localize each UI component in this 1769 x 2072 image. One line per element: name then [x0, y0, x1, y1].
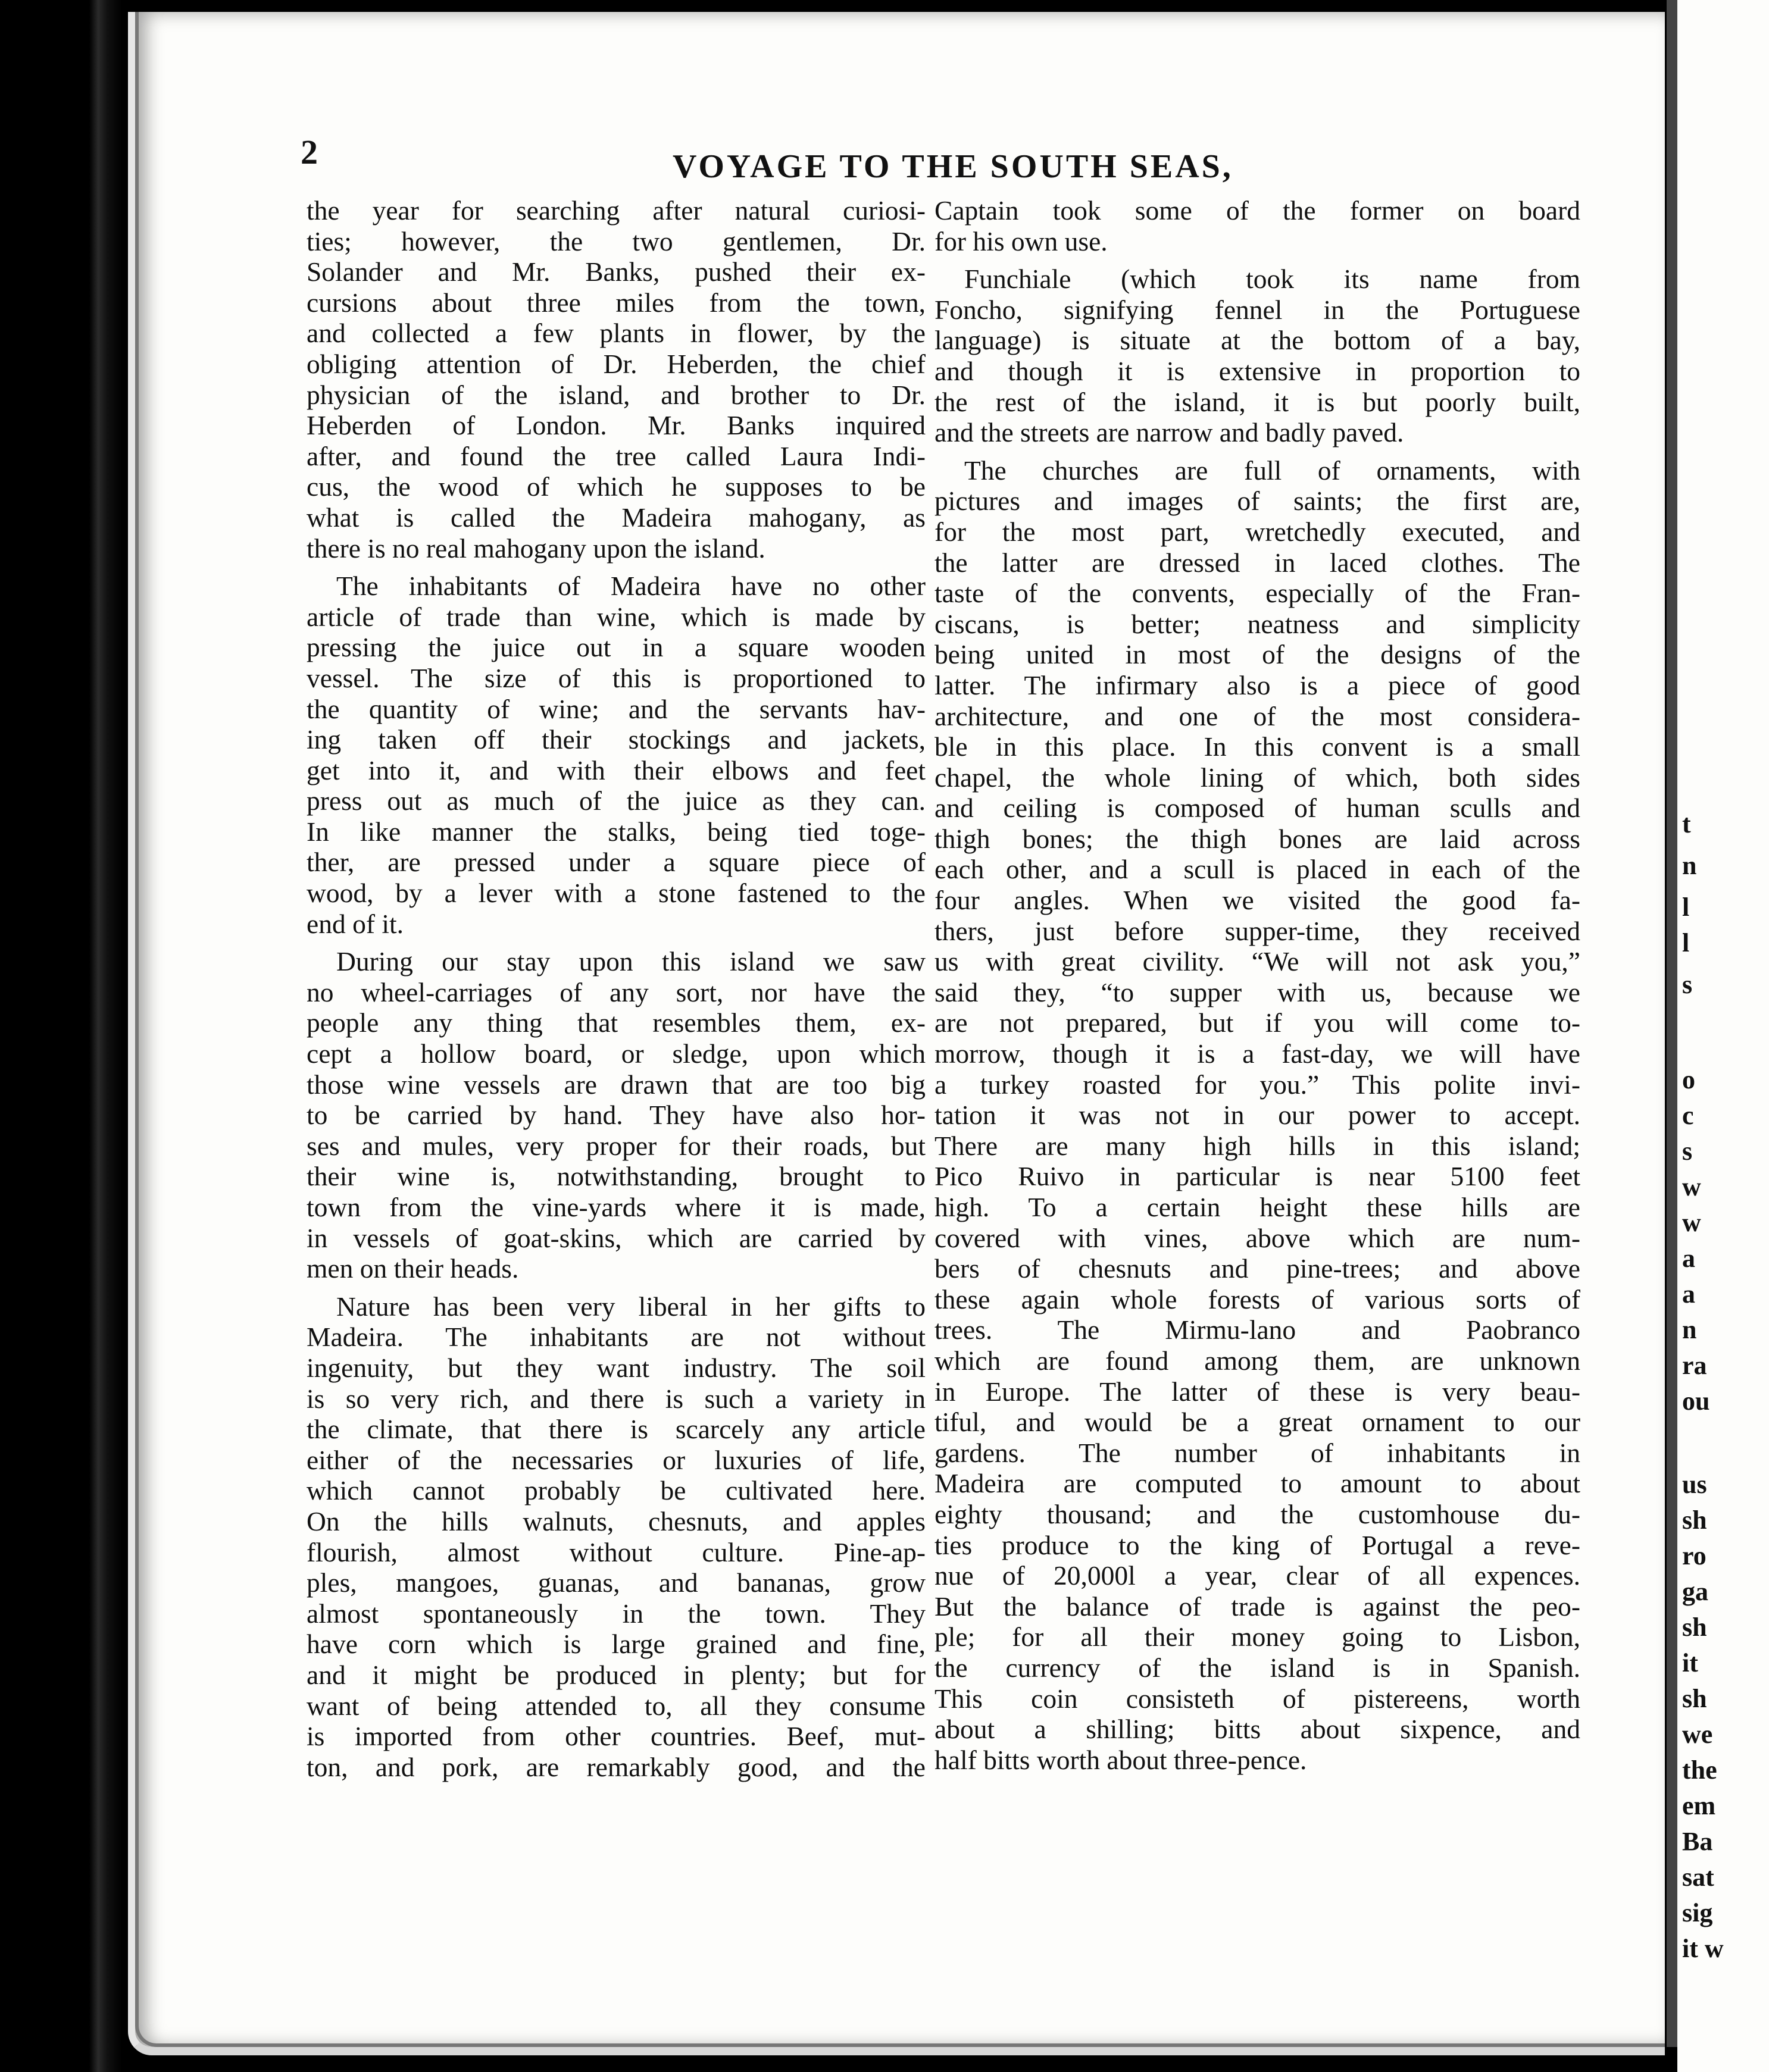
text-line: gardens. The number of inhabitants in — [934, 1437, 1580, 1468]
text-line: cursions about three miles from the town, — [307, 287, 926, 318]
text-line: article of trade than wine, which is made by — [307, 601, 926, 632]
text-line: Solander and Mr. Banks, pushed their ex- — [307, 256, 926, 287]
paragraph-gap — [307, 939, 926, 946]
text-line: pressing the juice out in a square wooden — [307, 632, 926, 663]
text-line: the currency of the island is in Spanish. — [934, 1652, 1580, 1683]
text-line: taste of the convents, especially of the Fran- — [934, 578, 1580, 609]
facing-page-fragment: em — [1682, 1791, 1716, 1820]
left-text-column — [307, 195, 926, 1782]
text-line: to be carried by hand. They have also hor- — [307, 1100, 926, 1131]
text-line: about a shilling; bitts about sixpence, and — [934, 1714, 1580, 1745]
text-line: covered with vines, above which are num- — [934, 1222, 1580, 1253]
text-line: The inhabitants of Madeira have no other — [336, 571, 926, 602]
text-line: wood, by a lever with a stone fastened to the — [307, 878, 926, 909]
text-line: During our stay upon this island we saw — [336, 946, 926, 977]
text-line: there is no real mahogany upon the island. — [307, 533, 765, 564]
text-line: bers of chesnuts and pine-trees; and above — [934, 1253, 1580, 1284]
text-line: almost spontaneously in the town. They — [307, 1598, 926, 1629]
text-line: press out as much of the juice as they can. — [307, 785, 926, 816]
text-line: said they, “to supper with us, because we — [934, 976, 1580, 1007]
text-line: On the hills walnuts, chesnuts, and apples — [307, 1506, 926, 1536]
facing-page-fragment: c — [1682, 1101, 1694, 1130]
facing-page-fragment: Ba — [1682, 1827, 1713, 1856]
text-line: a turkey roasted for you.” This polite invi- — [934, 1069, 1580, 1100]
text-line: men on their heads. — [307, 1253, 519, 1284]
facing-page-fragment: sh — [1682, 1506, 1707, 1535]
text-line: ble in this place. In this convent is a small — [934, 731, 1580, 762]
text-line: and though it is extensive in proportion to — [934, 355, 1580, 386]
facing-page-fragment: o — [1682, 1065, 1695, 1094]
text-line: being united in most of the designs of the — [934, 639, 1580, 670]
text-line: which are found among them, are unknown — [934, 1345, 1580, 1376]
facing-page-fragment: n — [1682, 851, 1697, 880]
facing-page-fragment: ra — [1682, 1351, 1707, 1380]
paragraph-gap — [307, 564, 926, 571]
text-line: thigh bones; the thigh bones are laid across — [934, 823, 1580, 854]
text-line: get into it, and with their elbows and feet — [307, 755, 926, 785]
text-line: end of it. — [307, 908, 404, 939]
text-line: and ceiling is composed of human sculls and — [934, 793, 1580, 824]
text-line: Nature has been very liberal in her gifts to — [336, 1291, 926, 1322]
text-line: have corn which is large grained and fine, — [307, 1629, 926, 1660]
text-line: is so very rich, and there is such a variety in — [307, 1383, 926, 1414]
text-line: and the streets are narrow and badly paved. — [934, 417, 1404, 448]
facing-page-strip — [1677, 0, 1769, 2072]
facing-page-fragment: sh — [1682, 1684, 1707, 1713]
text-line: nue of 20,000l a year, clear of all expences. — [934, 1560, 1580, 1591]
text-line: Madeira. The inhabitants are not without — [307, 1322, 926, 1353]
facing-page-fragment: n — [1682, 1315, 1697, 1344]
text-line: Pico Ruivo in particular is near 5100 feet — [934, 1161, 1580, 1192]
text-line: architecture, and one of the most considera- — [934, 700, 1580, 731]
facing-page-fragment: l — [1682, 928, 1690, 957]
text-line: us with great civility. “We will not ask you,” — [934, 946, 1580, 977]
text-line: This coin consisteth of pistereens, worth — [934, 1683, 1580, 1714]
text-line: Funchiale (which took its name from — [964, 264, 1580, 295]
text-line: those wine vessels are drawn that are too big — [307, 1069, 926, 1100]
facing-page-fragment: sig — [1682, 1898, 1713, 1927]
text-line: chapel, the whole lining of which, both sides — [934, 762, 1580, 793]
facing-page-fragment: a — [1682, 1244, 1695, 1273]
text-line: trees. The Mirmu-lano and Paobranco — [934, 1314, 1580, 1345]
facing-page-fragment: t — [1682, 809, 1691, 838]
text-line: each other, and a scull is placed in each of the — [934, 854, 1580, 885]
facing-page-fragment: l — [1682, 893, 1690, 922]
paragraph-gap — [934, 256, 1580, 264]
text-line: is imported from other countries. Beef, mut- — [307, 1721, 926, 1752]
facing-page-fragment: w — [1682, 1208, 1701, 1237]
text-line: ties; however, the two gentlemen, Dr. — [307, 226, 926, 256]
facing-page-fragment: it w — [1682, 1934, 1724, 1963]
text-line: ses and mules, very proper for their roads, but — [307, 1130, 926, 1161]
text-line: tiful, and would be a great ornament to our — [934, 1407, 1580, 1438]
text-line: But the balance of trade is against the peo- — [934, 1591, 1580, 1622]
text-line: cept a hollow board, or sledge, upon which — [307, 1038, 926, 1069]
text-line: eighty thousand; and the customhouse du- — [934, 1498, 1580, 1529]
text-line: ther, are pressed under a square piece of — [307, 847, 926, 878]
text-line: tation it was not in our power to accept. — [934, 1100, 1580, 1131]
facing-page-fragment: it — [1682, 1648, 1698, 1677]
text-line: half bitts worth about three-pence. — [934, 1744, 1307, 1775]
text-line: obliging attention of Dr. Heberden, the chief — [307, 348, 926, 379]
text-line: and it might be produced in plenty; but for — [307, 1659, 926, 1690]
text-line: the climate, that there is scarcely any article — [307, 1414, 926, 1445]
text-line: ingenuity, but they want industry. The soil — [307, 1352, 926, 1383]
paragraph-gap — [934, 448, 1580, 455]
text-line: The churches are full of ornaments, with — [964, 455, 1580, 486]
facing-page-fragment: the — [1682, 1755, 1717, 1785]
text-line: Madeira are computed to amount to about — [934, 1468, 1580, 1499]
text-line: which cannot probably be cultivated here. — [307, 1475, 926, 1506]
running-head: VOYAGE TO THE SOUTH SEAS, — [673, 148, 1233, 185]
text-line: town from the vine-yards where it is made, — [307, 1192, 926, 1222]
text-line: no wheel-carriages of any sort, nor have the — [307, 976, 926, 1007]
text-line: four angles. When we visited the good fa- — [934, 885, 1580, 916]
text-line: In like manner the stalks, being tied toge- — [307, 816, 926, 847]
text-line: vessel. The size of this is proportioned to — [307, 662, 926, 693]
text-line: language) is situate at the bottom of a bay, — [934, 325, 1580, 356]
facing-page-fragment: a — [1682, 1279, 1695, 1309]
text-line: ton, and pork, are remarkably good, and the — [307, 1751, 926, 1782]
text-line: Foncho, signifying fennel in the Portuguese — [934, 294, 1580, 325]
text-line: their wine is, notwithstanding, brought to — [307, 1161, 926, 1192]
text-line: in Europe. The latter of these is very beau- — [934, 1376, 1580, 1407]
text-line: are not prepared, but if you will come to- — [934, 1007, 1580, 1038]
text-line: these again whole forests of various sorts of — [934, 1284, 1580, 1314]
text-line: in vessels of goat-skins, which are carried by — [307, 1222, 926, 1253]
text-line: flourish, almost without culture. Pine-ap- — [307, 1536, 926, 1567]
book-binding — [0, 0, 122, 2072]
text-line: There are many high hills in this island; — [934, 1130, 1580, 1161]
text-line: latter. The infirmary also is a piece of good — [934, 669, 1580, 700]
text-line: Heberden of London. Mr. Banks inquired — [307, 410, 926, 441]
text-line: the rest of the island, it is but poorly built, — [934, 386, 1580, 417]
facing-page-fragment: s — [1682, 1137, 1693, 1166]
facing-page-fragment: sat — [1682, 1863, 1714, 1892]
facing-page-fragment: we — [1682, 1720, 1713, 1749]
text-line: for the most part, wretchedly executed, and — [934, 516, 1580, 547]
text-line: ciscans, is better; neatness and simplicity — [934, 608, 1580, 639]
text-line: what is called the Madeira mahogany, as — [307, 502, 926, 533]
facing-page-fragment: w — [1682, 1172, 1701, 1201]
text-line: and collected a few plants in flower, by the — [307, 318, 926, 349]
facing-page-fragment: s — [1682, 970, 1693, 999]
facing-page-fragment: ou — [1682, 1386, 1710, 1416]
text-line: thers, just before supper-time, they received — [934, 915, 1580, 946]
text-line: after, and found the tree called Laura Indi- — [307, 440, 926, 471]
page-gutter — [1667, 0, 1677, 2047]
text-line: cus, the wood of which he supposes to be — [307, 471, 926, 502]
text-line: people any thing that resembles them, ex- — [307, 1007, 926, 1038]
text-line: either of the necessaries or luxuries of life, — [307, 1444, 926, 1475]
text-line: physician of the island, and brother to Dr. — [307, 379, 926, 410]
text-line: pictures and images of saints; the first are, — [934, 486, 1580, 517]
text-line: ing taken off their stockings and jackets, — [307, 724, 926, 755]
text-line: want of being attended to, all they consume — [307, 1690, 926, 1721]
text-line: ples, mangoes, guanas, and bananas, grow — [307, 1567, 926, 1598]
text-line: the latter are dressed in laced clothes. The — [934, 547, 1580, 578]
facing-page-fragment: us — [1682, 1470, 1707, 1499]
page-number: 2 — [301, 133, 318, 171]
text-line: ties produce to the king of Portugal a reve- — [934, 1529, 1580, 1560]
facing-page-fragment: ro — [1682, 1541, 1707, 1570]
right-text-column — [934, 195, 1580, 1775]
facing-page-fragment: ga — [1682, 1577, 1708, 1606]
text-line: the year for searching after natural curiosi- — [307, 195, 926, 226]
text-line: high. To a certain height these hills are — [934, 1192, 1580, 1222]
text-line: the quantity of wine; and the servants hav- — [307, 693, 926, 724]
facing-page-fragment: sh — [1682, 1613, 1707, 1642]
text-line: ple; for all their money going to Lisbon, — [934, 1622, 1580, 1652]
text-line: morrow, though it is a fast-day, we will have — [934, 1038, 1580, 1069]
paragraph-gap — [307, 1284, 926, 1291]
text-line: for his own use. — [934, 226, 1108, 256]
text-line: Captain took some of the former on board — [934, 195, 1580, 226]
